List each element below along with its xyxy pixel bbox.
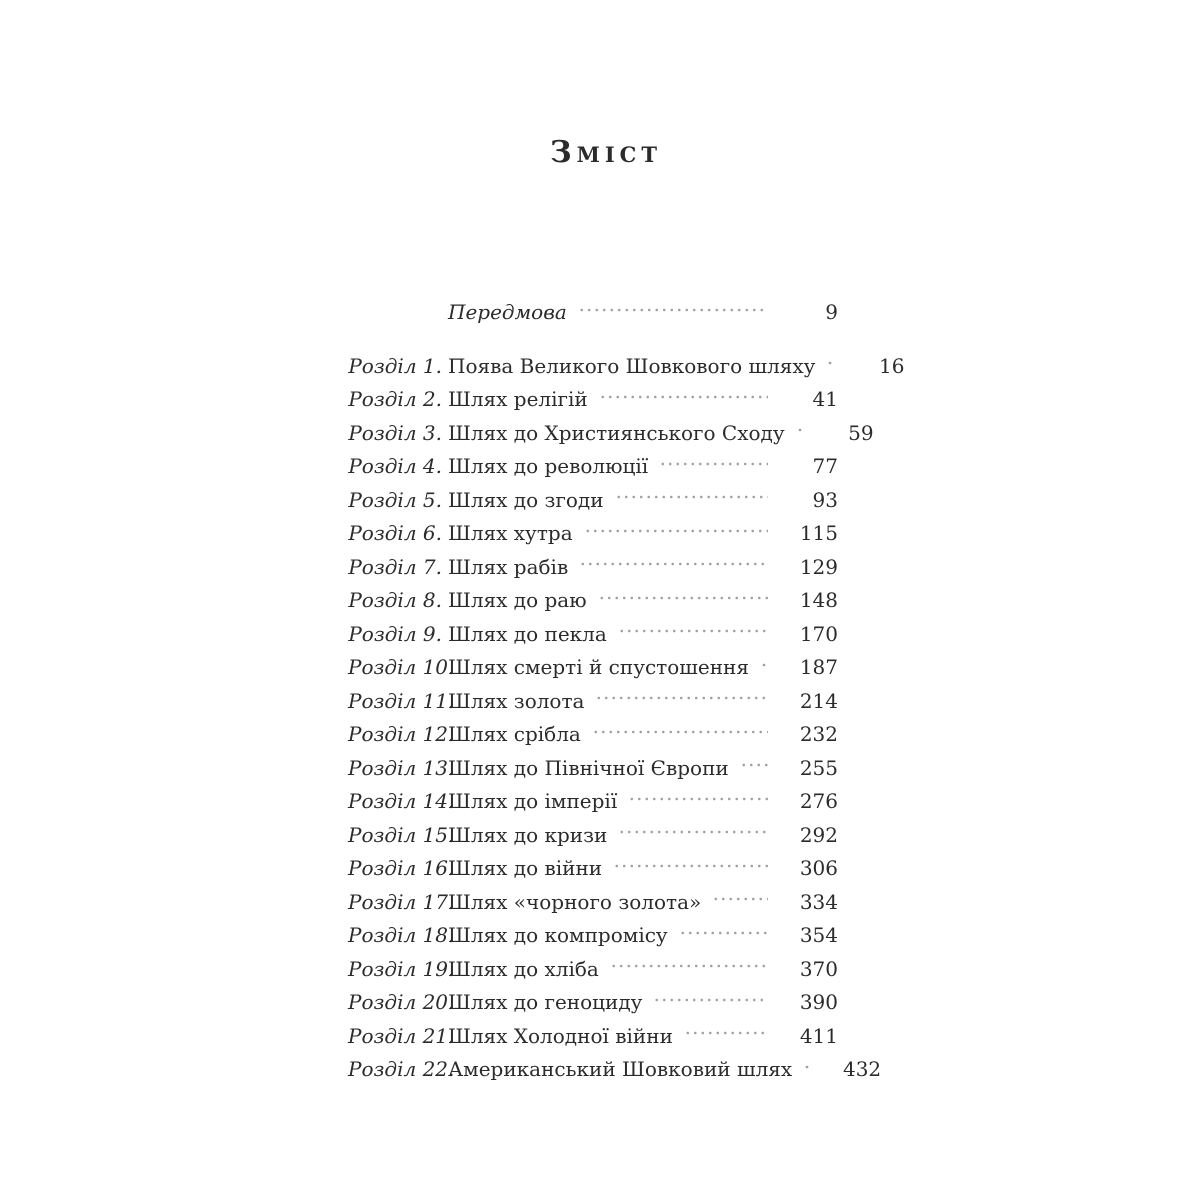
page-number: 354 xyxy=(799,923,838,947)
chapter-title: Шлях до революції xyxy=(448,454,649,478)
dot-leader xyxy=(618,629,768,633)
page-number: 115 xyxy=(799,521,838,545)
dot-leader xyxy=(760,663,768,667)
table-of-contents xyxy=(348,132,905,1087)
dot-leader xyxy=(796,428,804,432)
dot-leader xyxy=(579,562,768,566)
chapter-title: Шлях «чорного золота» xyxy=(448,889,702,914)
page-number: 292 xyxy=(799,822,838,847)
page-number: 255 xyxy=(799,755,838,780)
page-number: 214 xyxy=(799,688,838,713)
chapter-label: Розділ 12. xyxy=(348,722,455,746)
chapter-label: Розділ 22. xyxy=(348,1057,455,1081)
toc-row xyxy=(348,718,838,752)
chapter-label: Розділ 9. xyxy=(348,621,442,646)
page-number: 390 xyxy=(799,990,838,1014)
dot-leader xyxy=(613,864,768,868)
toc-row xyxy=(348,417,874,451)
toc-row xyxy=(348,450,838,484)
toc-row xyxy=(348,350,905,384)
toc-row xyxy=(348,296,838,330)
chapter-title: Шлях до геноциду xyxy=(448,990,643,1014)
chapter-label: Розділ 21. xyxy=(348,1023,455,1048)
page-number: 9 xyxy=(825,300,838,324)
dot-leader xyxy=(659,462,768,466)
page-number: 232 xyxy=(799,722,838,746)
page-number: 148 xyxy=(799,588,838,612)
page-number: 16 xyxy=(878,353,905,378)
chapter-label: Розділ 14. xyxy=(348,789,455,813)
dot-leader xyxy=(679,931,768,935)
chapter-title: Шлях золота xyxy=(448,688,585,713)
page-number: 129 xyxy=(799,554,838,579)
page-number: 77 xyxy=(812,454,838,478)
page-number: 93 xyxy=(812,487,838,512)
chapter-title: Шлях релігій xyxy=(448,387,588,411)
page-number: 59 xyxy=(848,420,874,445)
dot-leader xyxy=(610,964,768,968)
toc-row xyxy=(348,785,838,819)
chapter-title: Шлях срібла xyxy=(448,722,581,746)
chapter-label: Розділ 18. xyxy=(348,923,455,947)
page-number: 411 xyxy=(799,1023,838,1048)
dot-leader xyxy=(615,495,768,499)
chapter-title: Поява Великого Шовкового шляху xyxy=(448,353,816,378)
chapter-label: Розділ 17. xyxy=(348,889,455,914)
toc-row xyxy=(348,484,838,518)
dot-leader xyxy=(740,763,768,767)
page-number: 432 xyxy=(842,1057,882,1081)
page-number: 370 xyxy=(799,956,838,981)
chapter-label: Розділ 19. xyxy=(348,956,455,981)
chapter-title: Шлях до Християнського Сходу xyxy=(448,420,785,445)
chapter-title: Шлях до пекла xyxy=(448,621,607,646)
chapter-label: Розділ 2. xyxy=(348,387,442,411)
dot-leader xyxy=(599,395,768,399)
toc-row xyxy=(348,685,838,719)
chapter-label: Розділ 10. xyxy=(348,655,455,679)
chapter-label: Розділ 13. xyxy=(348,755,455,780)
toc-row xyxy=(348,517,838,551)
chapter-title: Американський Шовковий шлях xyxy=(448,1057,793,1081)
chapter-title: Шлях до компромісу xyxy=(448,923,668,947)
toc-row xyxy=(348,1053,882,1087)
chapter-label: Розділ 4. xyxy=(348,454,442,478)
dot-leader xyxy=(826,361,834,365)
toc-row xyxy=(348,618,838,652)
toc-row xyxy=(348,953,838,987)
toc-row xyxy=(348,584,838,618)
chapter-title: Шлях хутра xyxy=(448,521,573,545)
dot-leader xyxy=(578,308,768,312)
page-number: 170 xyxy=(799,621,838,646)
dot-leader xyxy=(618,830,768,834)
toc-row xyxy=(348,819,838,853)
toc-row xyxy=(348,752,838,786)
page-number: 187 xyxy=(799,655,838,679)
chapter-label: Розділ 11. xyxy=(348,688,455,713)
dot-leader xyxy=(595,696,768,700)
chapter-label: Розділ 3. xyxy=(348,420,442,445)
chapter-label: Розділ 20. xyxy=(348,990,455,1014)
chapter-title: Шлях рабів xyxy=(448,554,569,579)
chapter-label: Розділ 5. xyxy=(348,487,442,512)
page-number: 306 xyxy=(799,856,838,880)
toc-row xyxy=(348,1020,838,1054)
toc-row xyxy=(348,651,838,685)
dot-leader xyxy=(712,897,768,901)
toc-list xyxy=(348,296,905,1087)
dot-leader xyxy=(598,596,768,600)
dot-leader xyxy=(803,1065,811,1069)
chapter-label: Розділ 8. xyxy=(348,588,442,612)
dot-leader xyxy=(584,529,768,533)
dot-leader xyxy=(592,730,768,734)
toc-row xyxy=(348,986,838,1020)
chapter-title: Шлях до імперії xyxy=(448,789,618,813)
chapter-label: Розділ 6. xyxy=(348,521,442,545)
chapter-title: Шлях до війни xyxy=(448,856,603,880)
chapter-title: Шлях до Північної Європи xyxy=(448,755,729,780)
chapter-title: Шлях Холодної війни xyxy=(448,1023,673,1048)
dot-leader xyxy=(653,998,768,1002)
chapter-label: Розділ 15. xyxy=(348,822,455,847)
toc-row xyxy=(348,551,838,585)
toc-row xyxy=(348,886,838,920)
chapter-title: Шлях до хліба xyxy=(448,956,599,981)
chapter-title: Шлях смерті й спустошення xyxy=(448,655,749,679)
chapter-title: Шлях до згоди xyxy=(448,487,604,512)
chapter-label: Розділ 1. xyxy=(348,353,442,378)
toc-row xyxy=(348,919,838,953)
dot-leader xyxy=(628,797,768,801)
chapter-title: Передмова xyxy=(448,300,567,324)
chapter-title: Шлях до раю xyxy=(448,588,587,612)
chapter-title: Шлях до кризи xyxy=(448,822,608,847)
page-number: 334 xyxy=(799,889,838,914)
dot-leader xyxy=(684,1031,768,1035)
toc-row xyxy=(348,383,838,417)
page-number: 41 xyxy=(812,387,838,411)
chapter-label: Розділ 7. xyxy=(348,554,442,579)
toc-row xyxy=(348,852,838,886)
page-title: Зміст xyxy=(549,135,663,170)
page-number: 276 xyxy=(799,789,838,813)
chapter-label: Розділ 16. xyxy=(348,856,455,880)
